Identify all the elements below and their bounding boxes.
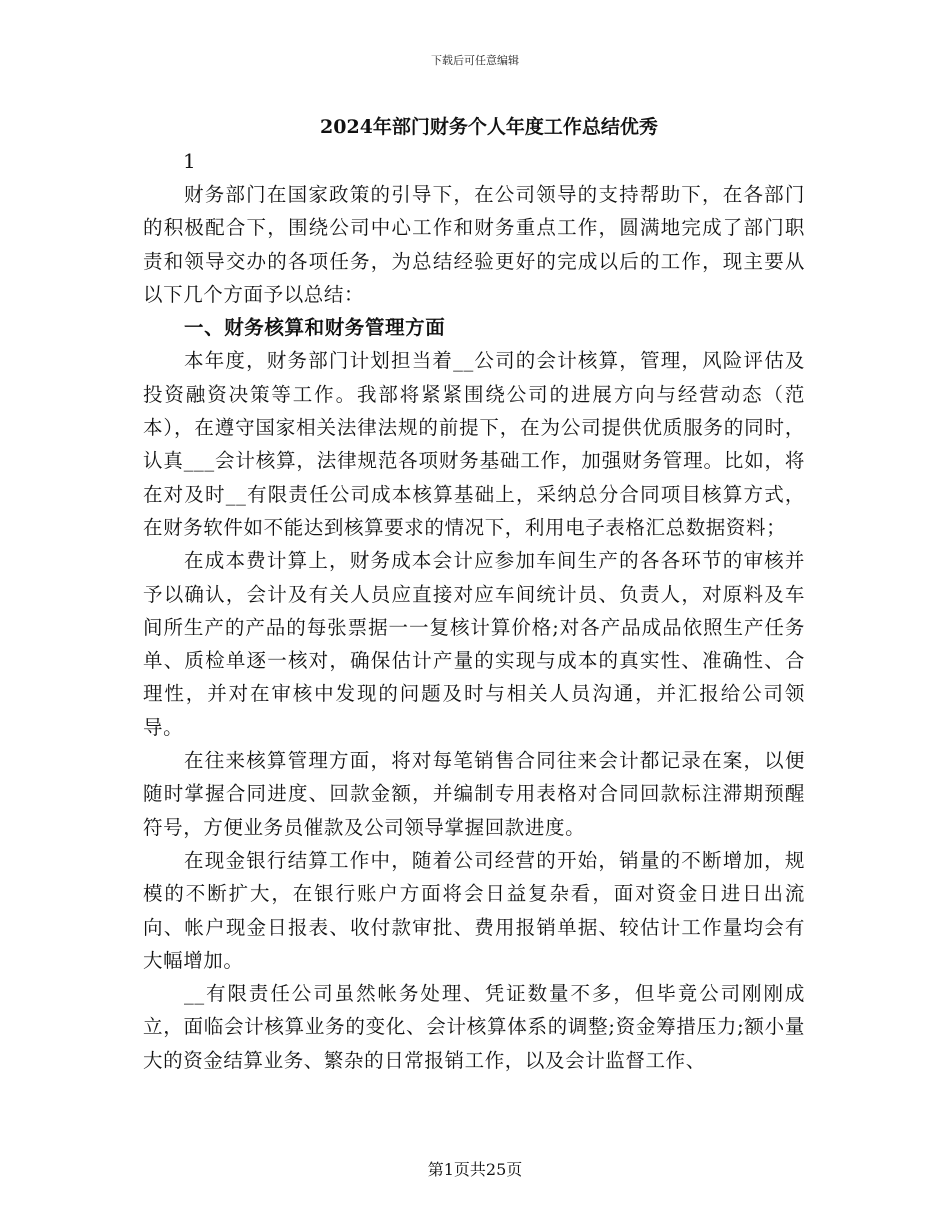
paragraph-intro: 财务部门在国家政策的引导下，在公司领导的支持帮助下，在各部门的积极配合下，围绕公司中心工作和财务重点工作，圆满地完成了部门职责和领导交办的各项任务，为总结经验更好的完成以后的工作，现主要从以下几个方面予以总结：	[143, 183, 805, 306]
paragraph-cash-bank: 在现金银行结算工作中，随着公司经营的开始，销量的不断增加，规模的不断扩大，在银行账户方面将会日益复杂看，面对资金日进日出流向、帐户现金日报表、收付款审批、费用报销单据、较估计工作量均会有大幅增加。	[143, 848, 805, 972]
page-footer: 第1页共25页	[427, 1160, 523, 1179]
paragraph-cost: 在成本费计算上，财务成本会计应参加车间生产的各各环节的审核并予以确认，会计及有关人员应直接对应车间统计员、负责人，对原料及车间所生产的产品的每张票据一一复核计算价格;对各产品成品依照生产任务单、质检单逐一核对，确保估计产量的实现与成本的真实性、准确性、合理性，并对在审核中发现的问题及时与相关人员沟通，并汇报给公司领导。	[143, 549, 805, 739]
document-title: 2024年部门财务个人年度工作总结优秀	[320, 116, 658, 138]
paragraph-receivables: 在往来核算管理方面，将对每笔销售合同往来会计都记录在案，以便随时掌握合同进度、回款金额，并编制专用表格对合同回款标注滞期预醒符号，方便业务员催款及公司领导掌握回款进度。	[143, 749, 805, 839]
paragraph-accounting: 本年度，财务部门计划担当着__公司的会计核算，管理，风险评估及投资融资决策等工作。我部将紧紧围绕公司的进展方向与经营动态（范本），在遵守国家相关法律法规的前提下，在为公司提供优质服务的同时，认真___会计核算，法律规范各项财务基础工作，加强财务管理。比如，将在对及时__有限责任公司成本核算基础上，采纳总分合同项目核算方式，在财务软件如不能达到核算要求的情况下，利用电子表格汇总数据资料；	[143, 349, 805, 539]
header-note: 下载后可任意编辑	[431, 54, 519, 67]
section-heading: 一、财务核算和财务管理方面	[184, 316, 446, 340]
paragraph-company: __有限责任公司虽然帐务处理、凭证数量不多，但毕竟公司刚刚成立，面临会计核算业务的变化、会计核算体系的调整;资金筹措压力;额小量大的资金结算业务、繁杂的日常报销工作，以及会计监督工作、	[143, 982, 805, 1072]
document-body	[143, 110, 805, 1077]
subtitle-number: 1	[183, 149, 196, 173]
